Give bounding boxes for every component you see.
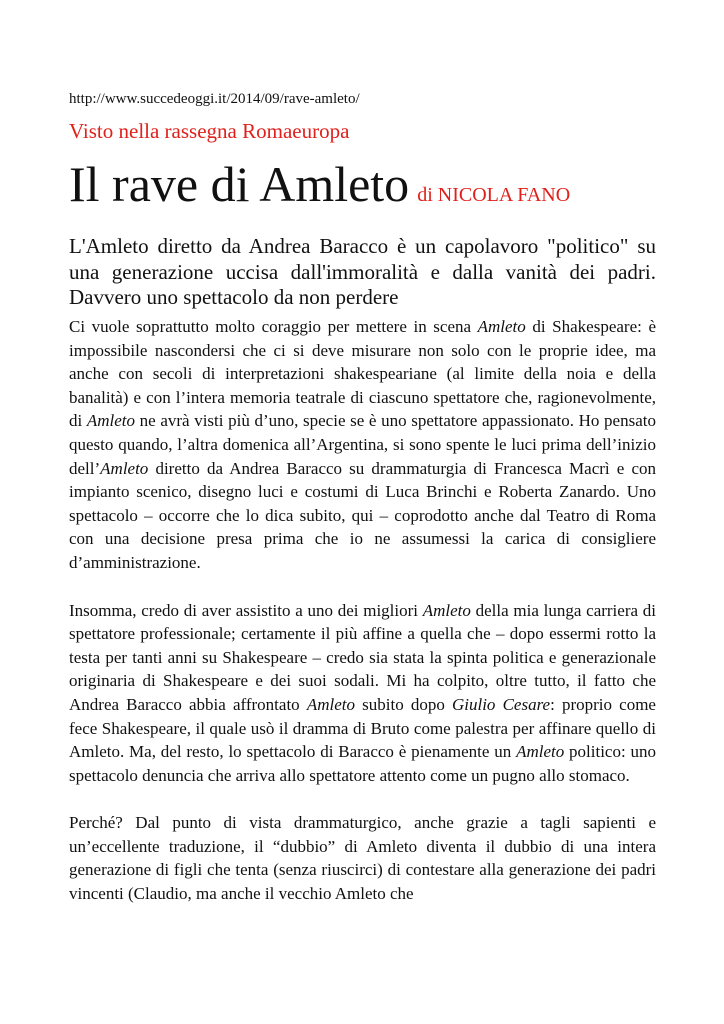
- text-span: subito dopo: [354, 694, 452, 714]
- italic-title: Giulio Cesare: [451, 694, 551, 714]
- italic-title: Amleto: [422, 600, 471, 620]
- article-lede: L'Amleto diretto da Andrea Baracco è un capolavoro "politico" su una generazione uccisa dall'immoralità e dalla vanità dei padri. Davvero uno spettacolo da non perdere: [69, 234, 656, 309]
- body-paragraph-1: [69, 315, 656, 575]
- text-span: ne avrà visti più d’uno, specie se è uno spettatore appassionato. Ho pensato questo quando, l’altra domenica all’Argentina, si sono spente le luci prima dell’inizio dell’: [69, 411, 656, 478]
- text-span: della mia lunga carriera di spettatore professionale; certamente il più affine a quella che – dopo essermi rotto la testa per tanti anni su Shakespeare – credo sia stata la spinta politica e generazionale originaria di Shakespeare e dei suoi sodali. Mi ha colpito, oltre tutto, il fatto che Andrea Baracco abbia affrontato: [69, 600, 656, 714]
- event-kicker: Visto nella rassegna Romaeuropa: [69, 119, 350, 143]
- text-span: politico: uno spettacolo denuncia che arriva allo spettatore attento come un pugno allo stomaco.: [69, 742, 656, 785]
- text-span: Insomma, credo di aver assistito a uno dei migliori: [69, 600, 423, 620]
- text-span: Perché? Dal punto di vista drammaturgico, anche grazie a tagli sapienti e un’eccellente traduzione, il “dubbio” di Amleto diventa il dubbio di una intera generazione di figli che tenta (senza riuscirci) di contestare alla generazione dei padri vincenti (Claudio, ma anche il vecchio Amleto che: [69, 813, 656, 904]
- italic-title: Amleto: [86, 411, 136, 431]
- article-body: [69, 315, 656, 930]
- italic-title: Amleto: [477, 317, 526, 336]
- text-span: di Shakespeare: è impossibile nascondersi che ci si deve misurare non solo con le proprie idee, ma anche con secoli di interpretazioni shakespeariane (al limite della noia e della banalità) e con l’intera memoria teatrale di ciascuno spettatore che, ragionevolmente, di: [69, 317, 656, 431]
- italic-title: Amleto: [306, 694, 355, 714]
- text-span: diretto da Andrea Baracco su drammaturgia di Francesca Macrì e con impianto scenico, disegno luci e costumi di Luca Brinchi e Roberta Zanardo. Uno spettacolo – occorre che lo dica subito, qui – coprodotto anche dal Teatro di Roma con una decisione presa prima che io ne assumessi la carica di consigliere d’amministrazione.: [69, 458, 656, 572]
- source-url: http://www.succedeoggi.it/2014/09/rave-amleto/: [69, 91, 360, 107]
- body-paragraph-3: [69, 811, 656, 905]
- text-span: Ci vuole soprattutto molto coraggio per mettere in scena: [69, 317, 478, 336]
- text-span: : proprio come fece Shakespeare, il quale usò il dramma di Bruto come palestra per affinare quello di Amleto. Ma, del resto, lo spettacolo di Baracco è pienamente un: [69, 694, 656, 762]
- body-paragraph-2: [69, 599, 656, 788]
- author-byline: di NICOLA FANO: [417, 184, 571, 206]
- italic-title: Amleto: [100, 458, 149, 478]
- title-row: [69, 153, 570, 215]
- article-title: Il rave di Amleto: [69, 156, 410, 212]
- italic-title: Amleto: [516, 742, 565, 762]
